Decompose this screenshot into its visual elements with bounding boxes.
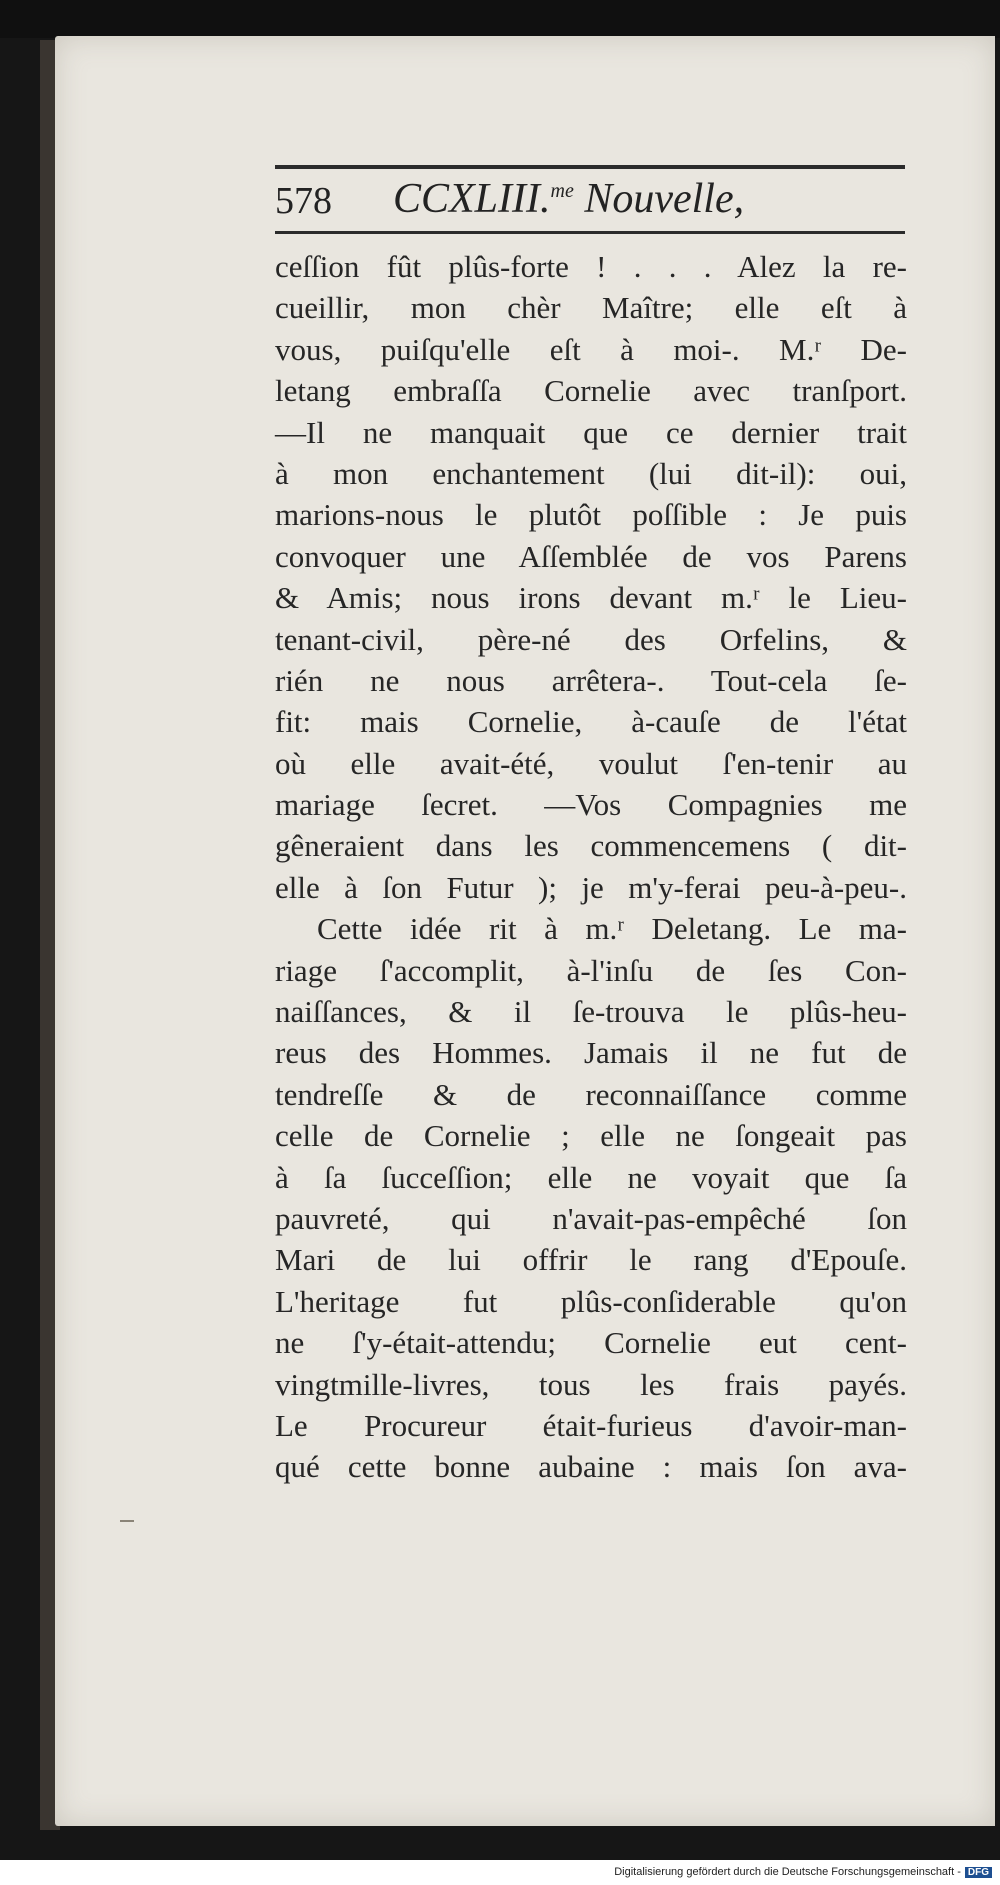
text-line: naiſſances, & il ſe-trouva le plûs-heu- bbox=[275, 994, 907, 1030]
text-line: cueillir, mon chèr Maître; elle eſt à bbox=[275, 290, 907, 326]
running-head-superscript: me bbox=[550, 180, 574, 202]
running-head-numeral: CCXLIII. bbox=[393, 176, 551, 222]
text-line: vingtmille-livres, tous les frais payés. bbox=[275, 1366, 907, 1402]
text-line: tendreſſe & de reconnaiſſance comme bbox=[275, 1076, 907, 1112]
body-text bbox=[275, 246, 907, 1488]
text-line: ceſſion fût plûs-forte ! . . . Alez la re- bbox=[275, 249, 907, 284]
text-line: L'heritage fut plûs-conſiderable qu'on bbox=[275, 1283, 907, 1319]
running-head bbox=[393, 175, 744, 223]
text-line: marions-nous le plutôt poſſible : Je puis bbox=[275, 497, 907, 533]
text-line: convoquer une Aſſemblée de vos Parens bbox=[275, 538, 907, 574]
header-rule-bottom bbox=[275, 231, 905, 234]
text-line: fit: mais Cornelie, à-cauſe de l'état bbox=[275, 704, 907, 740]
header-rule-top bbox=[275, 165, 905, 169]
text-line: & Amis; nous irons devant m.ʳ le Lieu- bbox=[275, 580, 907, 616]
text-line: tenant-civil, père-né des Orfelins, & bbox=[275, 621, 907, 657]
running-head-word: Nouvelle, bbox=[584, 176, 745, 222]
top-dark-band bbox=[0, 0, 1000, 38]
dfg-logo: DFG bbox=[965, 1867, 992, 1878]
text-line: à ſa ſucceſſion; elle ne voyait que ſa bbox=[275, 1159, 907, 1195]
text-line: riage ſ'accomplit, à-l'inſu de ſes Con- bbox=[275, 952, 907, 988]
text-line: pauvreté, qui n'avait-pas-empêché ſon bbox=[275, 1200, 907, 1236]
text-line-paragraph-start: Cette idée rit à m.ʳ Deletang. Le ma- bbox=[317, 911, 907, 947]
text-line: à mon enchantement (lui dit-il): oui, bbox=[275, 455, 907, 491]
text-line: Mari de lui offrir le rang d'Epouſe. bbox=[275, 1242, 907, 1278]
text-line: mariage ſecret. —Vos Compagnies me bbox=[275, 787, 907, 823]
text-line: où elle avait-été, voulut ſ'en-tenir au bbox=[275, 745, 907, 781]
text-line: celle de Cornelie ; elle ne ſongeait pas bbox=[275, 1118, 907, 1154]
text-line: ne ſ'y-était-attendu; Cornelie eut cent- bbox=[275, 1325, 907, 1361]
credit-text: Digitalisierung gefördert durch die Deutsche Forschungsgemeinschaft - bbox=[614, 1866, 961, 1878]
text-line: Le Procureur était-furieus d'avoir-man- bbox=[275, 1407, 907, 1443]
text-line: qué cette bonne aubaine : mais ſon ava- bbox=[275, 1449, 907, 1485]
text-line: elle à ſon Futur ); je m'y-ferai peu-à-peu-. bbox=[275, 869, 907, 905]
text-line: gêneraient dans les commencemens ( dit- bbox=[275, 828, 907, 864]
text-line: rién ne nous arrêtera-. Tout-cela ſe- bbox=[275, 662, 907, 698]
digitization-credit bbox=[614, 1866, 992, 1878]
text-line: —Il ne manquait que ce dernier trait bbox=[275, 414, 907, 450]
text-line: reus des Hommes. Jamais il ne fut de bbox=[275, 1035, 907, 1071]
page-number: 578 bbox=[275, 180, 332, 222]
text-line: letang embraſſa Cornelie avec tranſport. bbox=[275, 373, 907, 409]
paper-mark bbox=[120, 1520, 134, 1522]
page-header bbox=[275, 165, 905, 237]
text-line: vous, puiſqu'elle eſt à moi-. M.ʳ De- bbox=[275, 331, 907, 367]
